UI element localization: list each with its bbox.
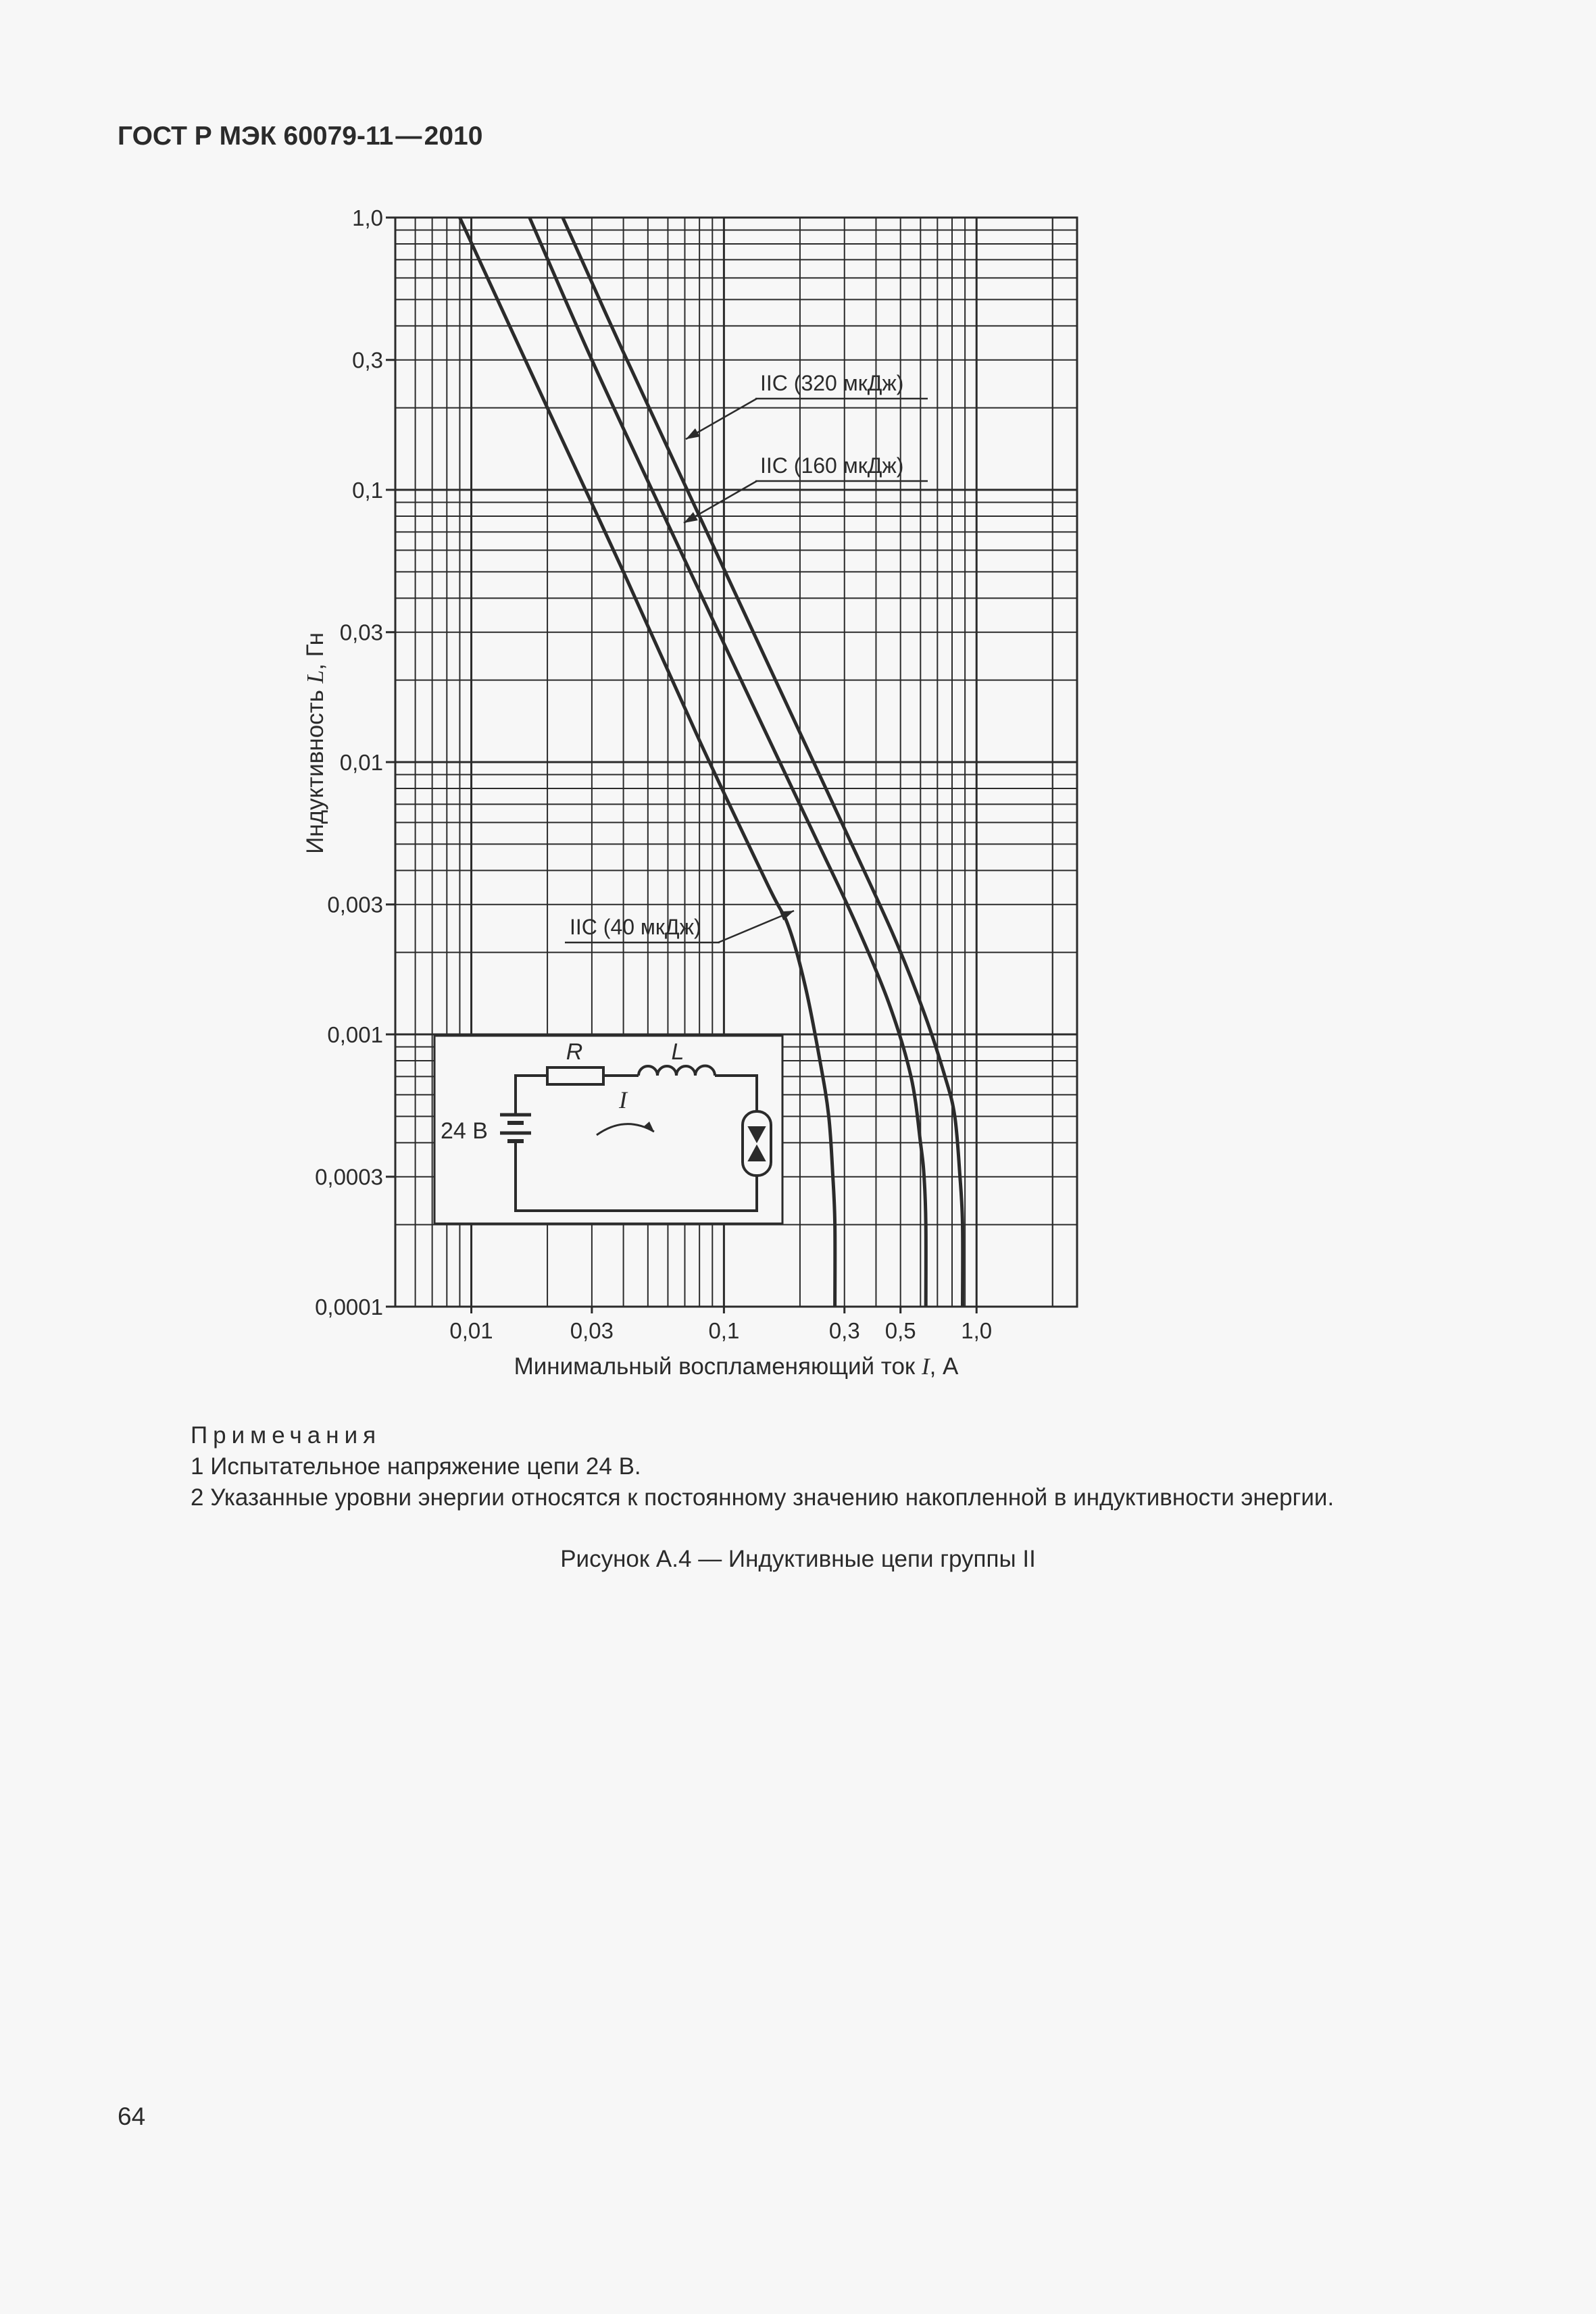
y-tick-label: 1,0 [352,205,383,230]
document-header: ГОСТ Р МЭК 60079-11 — 2010 [118,122,483,151]
y-tick-label: 0,0003 [315,1164,383,1190]
x-tick-label: 0,01 [449,1318,493,1343]
y-tick-label: 0,03 [339,620,383,645]
note-item-2: 2 Указанные уровни энергии относятся к постоянному значению накопленной в индуктивности энергии. [191,1484,1335,1511]
y-tick-label: 0,001 [327,1022,383,1047]
curve-label-3: IIC (320 мкДж) [760,371,904,395]
x-tick-label: 0,03 [570,1318,614,1343]
x-tick-label: 0,5 [884,1318,916,1343]
y-tick-label: 0,1 [352,478,383,503]
curve-leader-arrowhead [684,512,698,523]
notes-section [191,1420,1334,1513]
x-tick-label: 0,3 [828,1318,860,1343]
curve-label-2: IIC (160 мкДж) [760,453,904,478]
y-tick-label: 0,0001 [315,1294,383,1319]
y-tick-label: 0,3 [352,347,383,373]
x-tick-label: 0,1 [708,1318,740,1343]
page-number: 64 [118,2103,146,2130]
circuit-inset [434,1036,782,1224]
curve-label-1: IIC (40 мкДж) [570,915,701,939]
voltage-label: 24 В [441,1118,488,1144]
inductor-label: L [671,1039,684,1065]
notes-title: Примечания [191,1422,382,1449]
current-label: I [619,1086,627,1113]
x-axis-title: Минимальный воспламеняющий ток I, А [514,1353,959,1380]
y-axis-title: Индуктивность L, Гн [302,632,328,854]
y-tick-label: 0,003 [327,892,383,917]
note-item-1: 1 Испытательное напряжение цепи 24 В. [191,1453,641,1480]
y-tick-label: 0,01 [339,750,383,775]
resistor-label: R [566,1039,583,1065]
x-tick-label: 1,0 [961,1318,993,1343]
curve-leader-arrowhead [686,428,700,439]
figure-caption: Рисунок А.4 — Индуктивные цепи группы II [560,1546,1036,1572]
